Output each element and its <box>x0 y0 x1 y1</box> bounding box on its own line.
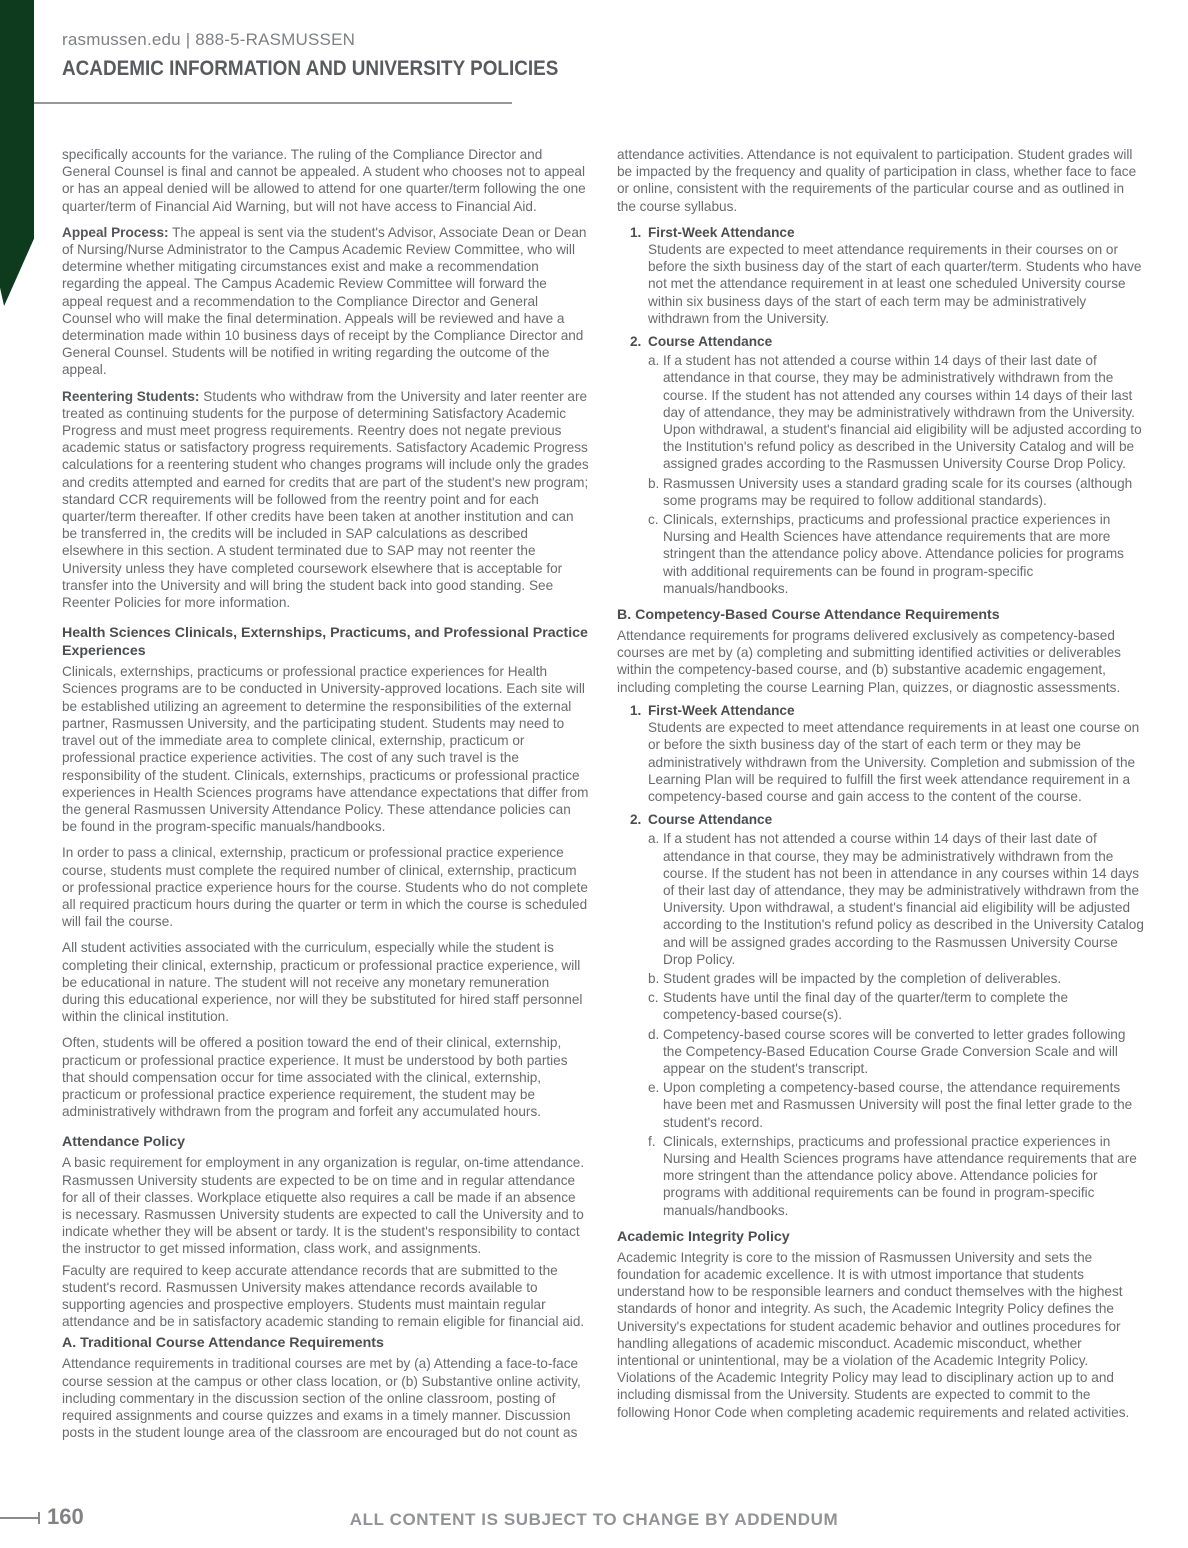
sub-list-item <box>648 1026 1144 1078</box>
sub-item-text: Rasmussen University uses a standard grading scale for its courses (although some programs may be required to follow additional standards). <box>663 475 1133 508</box>
list-item <box>630 702 1144 805</box>
sub-item-letter: a. <box>648 353 660 369</box>
heading-attendance-policy: Attendance Policy <box>62 1134 185 1151</box>
appeal-process-label: Appeal Process: <box>62 224 169 240</box>
sub-item-letter: b. <box>648 970 660 986</box>
paragraph-traditional-course-attendance: Attendance requirements in traditional courses are met by (a) Attending a face-to-face course session at the campus or other class location, or (b) Substantive online activity, including commentary in the discussion section of the online classroom, posting of required assignments and course quizzes and exams in a timely manner. Discussion posts in the student lounge area of the classroom are encouraged but do not count as <box>62 1356 581 1441</box>
sub-item-text: Clinicals, externships, practicums and professional practice experiences in Nursing and Health Sciences have attendance requirements that are more stringent than the attendance policy above. Attendance policies for programs with additional requirements can be found in program-specific manuals/handbooks. <box>663 512 1124 596</box>
sub-list-item <box>648 511 1144 597</box>
list-item-title: Course Attendance <box>648 334 773 350</box>
paragraph-reentering-students <box>62 388 589 612</box>
paragraph-attendance-policy-2: Faculty are required to keep accurate attendance records that are submitted to the student's record. Rasmussen University makes attendance records available to supporting agencies and prospective employers. Students must maintain regular attendance and be in satisfactory academic standing to remain eligible for financial aid. <box>62 1262 585 1330</box>
list-item-body: Students are expected to meet attendance requirements in their courses on or before the sixth business day of the start of each quarter/term. Students who have not met the attendance requirement in at least one scheduled University course within six business days of the start of each term may be administratively withdrawn from the University. <box>648 242 1142 326</box>
heading-academic-integrity: Academic Integrity Policy <box>617 1228 790 1245</box>
competency-attendance-list <box>617 702 1144 1219</box>
paragraph-attendance-policy-1: A basic requirement for employment in any organization is regular, on-time attendance. Rasmussen University students are expected to be on time and in regular attendance for all of their classes. Workplace etiquette also requires a call be made if an absence is necessary. Rasmussen University students are expected to call the University and to indicate whether they will be absent or tardy. It is the student's responsibility to contact the instructor to get missed information, class work, and assignments. <box>62 1155 585 1257</box>
paragraph-health-sciences-3: All student activities associated with the curriculum, especially while the student is completing their clinical, externship, practicum or professional practice experience, will be educational in nature. The student will not receive any monetary remuneration during this educational experience, nor will they be substituted for hired staff personnel within the clinical institution. <box>62 940 583 1025</box>
sub-item-text: Student grades will be impacted by the completion of deliverables. <box>663 970 1062 986</box>
page-number: 160 <box>47 1504 84 1529</box>
reentering-students-label: Reentering Students: <box>62 388 200 404</box>
sub-item-letter: a. <box>648 831 660 847</box>
list-item <box>630 811 1144 1219</box>
paragraph-health-sciences-4: Often, students will be offered a position toward the end of their clinical, externship, practicum or professional practice experience. It must be understood by both parties that should compensation occur for time associated with the clinical, externship, practicum or professional practice experience requirement, the student may be administratively withdrawn from the program and forfeit any accumulated hours. <box>62 1035 568 1120</box>
left-column <box>62 146 589 1450</box>
corner-ribbon-accent <box>0 0 34 306</box>
list-item-title: Course Attendance <box>648 812 773 828</box>
header-contact-line: rasmussen.edu | 888-5-RASMUSSEN <box>62 30 356 49</box>
paragraph-academic-integrity: Academic Integrity is core to the mission of Rasmussen University and sets the foundation for academic excellence. It is with utmost importance that students understand how to be responsible learners and conduct themselves with the highest standards of honor and integrity. As such, the Academic Integrity Policy defines the University's expectations for student academic behavior and outlines procedures for handling allegations of academic misconduct. Academic misconduct, whether intentional or unintentional, may be a violation of the Academic Integrity Policy. Violations of the Academic Integrity Policy may lead to disciplinary action up to and including dismissal from the University. Students are expected to commit to the following Honor Code when completing academic requirements and related activities. <box>617 1249 1130 1420</box>
paragraph-health-sciences-1: Clinicals, externships, practicums or professional practice experiences for Health Sciences programs are to be conducted in University-approved locations. Each site will be established utilizing an agreement to determine the responsibilities of the external partner, Rasmussen University, and the participating student. Students may need to travel out of the immediate area to complete clinical, externship, practicum or professional practice experience activities. The cost of any such travel is the responsibility of the student. Clinicals, externships, practicums or professional practice experiences in Health Sciences programs have attendance expectations that differ from the general Rasmussen University Attendance Policy. These attendance policies can be found in the program-specific manuals/handbooks. <box>62 664 589 835</box>
sub-list-item <box>648 830 1144 968</box>
list-item-number: 2. <box>630 812 642 828</box>
page-title: ACADEMIC INFORMATION AND UNIVERSITY POLICIES <box>62 57 559 80</box>
sub-item-letter: f. <box>648 1133 656 1149</box>
list-item-number: 1. <box>630 702 642 718</box>
sub-item-letter: c. <box>648 990 659 1006</box>
paragraph-appeal-process <box>62 224 589 379</box>
sub-list-item <box>648 352 1144 472</box>
sub-item-text: Clinicals, externships, practicums and professional practice experiences in Nursing and Health Sciences programs have attendance requirements that are more stringent than the attendance policy above. Attendance policies for programs with additional requirements can be found in program-specific manuals/handbooks. <box>663 1133 1137 1218</box>
sub-list-item <box>648 989 1144 1023</box>
list-item-number: 1. <box>630 224 642 240</box>
list-item-body: Students are expected to meet attendance requirements in at least one course on or before the sixth business day of the start of each term or they may be administratively withdrawn from the University. Completion and submission of the Learning Plan will be required to fulfill the first week attendance requirement in a competency-based course and gain access to the content of the course. <box>648 720 1140 804</box>
sub-list-item <box>648 475 1144 509</box>
paragraph-health-sciences-2: In order to pass a clinical, externship, practicum or professional practice experience course, students must complete the required number of clinical, externship, practicum or professional practice experience hours for the course. Students who do not complete all required practicum hours during the quarter or term in which the course is scheduled will fail the course. <box>62 845 588 930</box>
sub-item-text: If a student has not attended a course within 14 days of their last date of attendance in that course, they may be administratively withdrawn from the course. If the student has not attended any courses within 14 days of their last day of attendance, they may be administratively withdrawn from the University. Upon withdrawal, a student's financial aid eligibility will be adjusted according to the Institution's refund policy as described in the University Catalog and will be assigned grades according to the Rasmussen University Course Drop Policy. <box>663 353 1142 472</box>
right-column <box>617 146 1144 1450</box>
sub-item-letter: e. <box>648 1080 660 1096</box>
paragraph-attendance-continuation: attendance activities. Attendance is not equivalent to participation. Student grades will be impacted by the frequency and quality of participation in class, whether face to face or online, consistent with the requirements of the particular course and as outlined in the course syllabus. <box>617 147 1137 214</box>
sub-item-text: Upon completing a competency-based course, the attendance requirements have been met and Rasmussen University will post the final letter grade to the student's record. <box>663 1080 1133 1130</box>
sub-item-letter: b. <box>648 475 660 491</box>
list-item <box>630 224 1144 327</box>
paragraph-appeal-variance: specifically accounts for the variance. The ruling of the Compliance Director and General Counsel is final and cannot be appealed. A student who chooses not to appeal or has an appeal denied will be allowed to attend for one quarter/term following the one quarter/term of Financial Aid Warning, but will not have access to Financial Aid. <box>62 147 586 214</box>
sub-item-letter: d. <box>648 1026 660 1042</box>
list-item-title: First-Week Attendance <box>648 224 795 240</box>
sub-item-text: If a student has not attended a course within 14 days of their last date of attendance in that course, they may be administratively withdrawn from the course. If the student has not been in attendance in any courses within 14 days of their last day of attendance, they may be administratively withdrawn from the University. Upon withdrawal, a student's financial aid eligibility will be adjusted according to the Institution's refund policy as described in the University Catalog and will be assigned grades according to the Rasmussen University Course Drop Policy. <box>663 831 1144 967</box>
traditional-attendance-list <box>617 224 1144 597</box>
two-column-body <box>62 146 1144 1450</box>
heading-traditional-course-attendance: A. Traditional Course Attendance Requirements <box>62 1335 384 1352</box>
list-item <box>630 333 1144 597</box>
list-item-number: 2. <box>630 334 642 350</box>
sub-item-letter: c. <box>648 512 659 528</box>
heading-competency-based-attendance: B. Competency-Based Course Attendance Requirements <box>617 607 1000 624</box>
page-header <box>62 30 962 81</box>
sub-item-text: Students have until the final day of the quarter/term to complete the competency-based course(s). <box>663 990 1069 1023</box>
sub-list-item <box>648 1079 1144 1131</box>
appeal-process-text: The appeal is sent via the student's Advisor, Associate Dean or Dean of Nursing/Nurse Administrator to the Campus Academic Review Committee, who will determine whether mitigating circumstances exist and make a recommendation regarding the appeal. The Campus Academic Review Committee will forward the appeal request and a recommendation to the Compliance Director and General Counsel who will make the final determination. Appeals will be reviewed and have a determination made within 10 business days of receipt by the Compliance Director and General Counsel. Students will be notified in writing regarding the outcome of the appeal. <box>62 224 587 378</box>
sub-list-item <box>648 970 1144 987</box>
heading-health-sciences-clinicals: Health Sciences Clinicals, Externships, Practicums, and Professional Practice Experiences <box>62 625 588 660</box>
header-divider <box>34 102 512 104</box>
reentering-students-text: Students who withdraw from the University and later reenter are treated as continuing students for the purpose of determining Satisfactory Academic Progress and must meet progress requirements. Reentry does not negate previous academic status or satisfactory progress requirements. Satisfactory Academic Progress calculations for a reentering student who changes programs will include only the grades and credits attempted and earned for credits that are part of the student's new program; standard CCR requirements will be followed from the reentry point and for each quarter/term thereafter. If other credits have been taken at another institution and can be transferred in, the credits will be included in SAP calculations as described elsewhere in this section. A student terminated due to SAP may not reenter the University unless they have completed coursework elsewhere that is acceptable for transfer into the University and will bring the student back into good standing. See Reenter Policies for more information. <box>62 388 589 611</box>
paragraph-competency-based: Attendance requirements for programs delivered exclusively as competency-based courses are met by (a) completing and submitting identified activities or deliverables within the competency-based course, and (b) substantive academic engagement, including completing the course Learning Plan, quizzes, or diagnostic assessments. <box>617 628 1121 695</box>
footer-addendum-notice: ALL CONTENT IS SUBJECT TO CHANGE BY ADDENDUM <box>349 1510 839 1529</box>
list-item-title: First-Week Attendance <box>648 702 795 718</box>
sub-item-text: Competency-based course scores will be converted to letter grades following the Competency-Based Education Course Grade Conversion Scale and will appear on the student's transcript. <box>663 1026 1126 1076</box>
sub-list-item <box>648 1133 1144 1219</box>
